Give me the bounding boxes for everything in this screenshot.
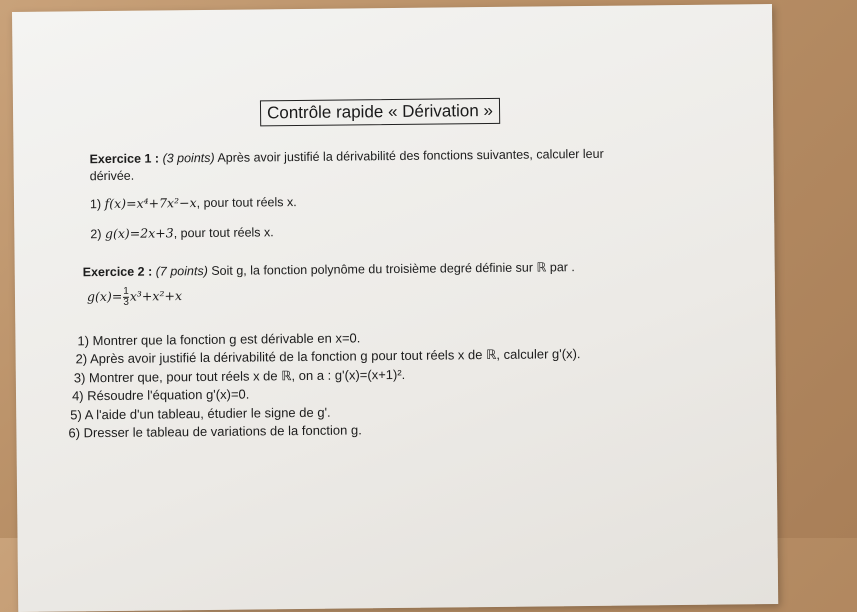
exercise-1-text: Après avoir justifié la dérivabilité des fonctions suivantes, calculer leur xyxy=(217,146,604,165)
item-formula: f(x)=x⁴+7x²−x xyxy=(104,195,197,212)
exercise-1-label: Exercice 1 : xyxy=(89,151,160,167)
exercise-2-question-6: 6) Dresser le tableau de variations de la fonction g. xyxy=(68,422,362,441)
exercise-1-item-2 xyxy=(90,224,274,241)
item-number: 1) xyxy=(89,197,102,212)
item-formula: g(x)=2x+3 xyxy=(104,225,174,242)
exercise-1-text-cont: dérivée. xyxy=(89,168,135,184)
item-text: , pour tout réels x. xyxy=(173,225,274,241)
formula-left: g(x)= xyxy=(86,288,123,305)
exercise-2-text: Soit g, la fonction polynôme du troisième degré définie sur ℝ par . xyxy=(211,260,575,278)
exercise-2-points: (7 points) xyxy=(155,263,208,279)
exercise-2-header xyxy=(83,259,575,279)
fraction-denominator: 3 xyxy=(123,296,129,308)
exercise-2-question-2: 2) Après avoir justifié la dérivabilité de la fonction g pour tout réels x de ℝ, calculer g'(x). xyxy=(75,346,581,367)
exercise-2-question-3: 3) Montrer que, pour tout réels x de ℝ, on a : g'(x)=(x+1)². xyxy=(73,366,406,386)
fraction xyxy=(123,287,129,308)
exercise-1-points: (3 points) xyxy=(162,150,215,166)
exercise-2-label: Exercice 2 : xyxy=(82,264,153,280)
fraction-numerator: 1 xyxy=(123,285,129,297)
exercise-1-header xyxy=(89,147,603,166)
exam-title: Contrôle rapide « Dérivation » xyxy=(260,98,500,127)
exercise-2-question-4: 4) Résoudre l'équation g'(x)=0. xyxy=(71,386,250,404)
item-text: , pour tout réels x. xyxy=(196,195,297,211)
item-number: 2) xyxy=(90,227,102,242)
exercise-2-question-5: 5) A l'aide d'un tableau, étudier le signe de g'. xyxy=(70,404,331,423)
exam-sheet xyxy=(12,4,778,612)
exercise-2-formula xyxy=(87,286,182,308)
exercise-2-question-1: 1) Montrer que la fonction g est dérivable en x=0. xyxy=(77,330,361,349)
formula-right: x³+x²+x xyxy=(129,288,183,304)
exercise-1-item-1 xyxy=(90,194,297,211)
